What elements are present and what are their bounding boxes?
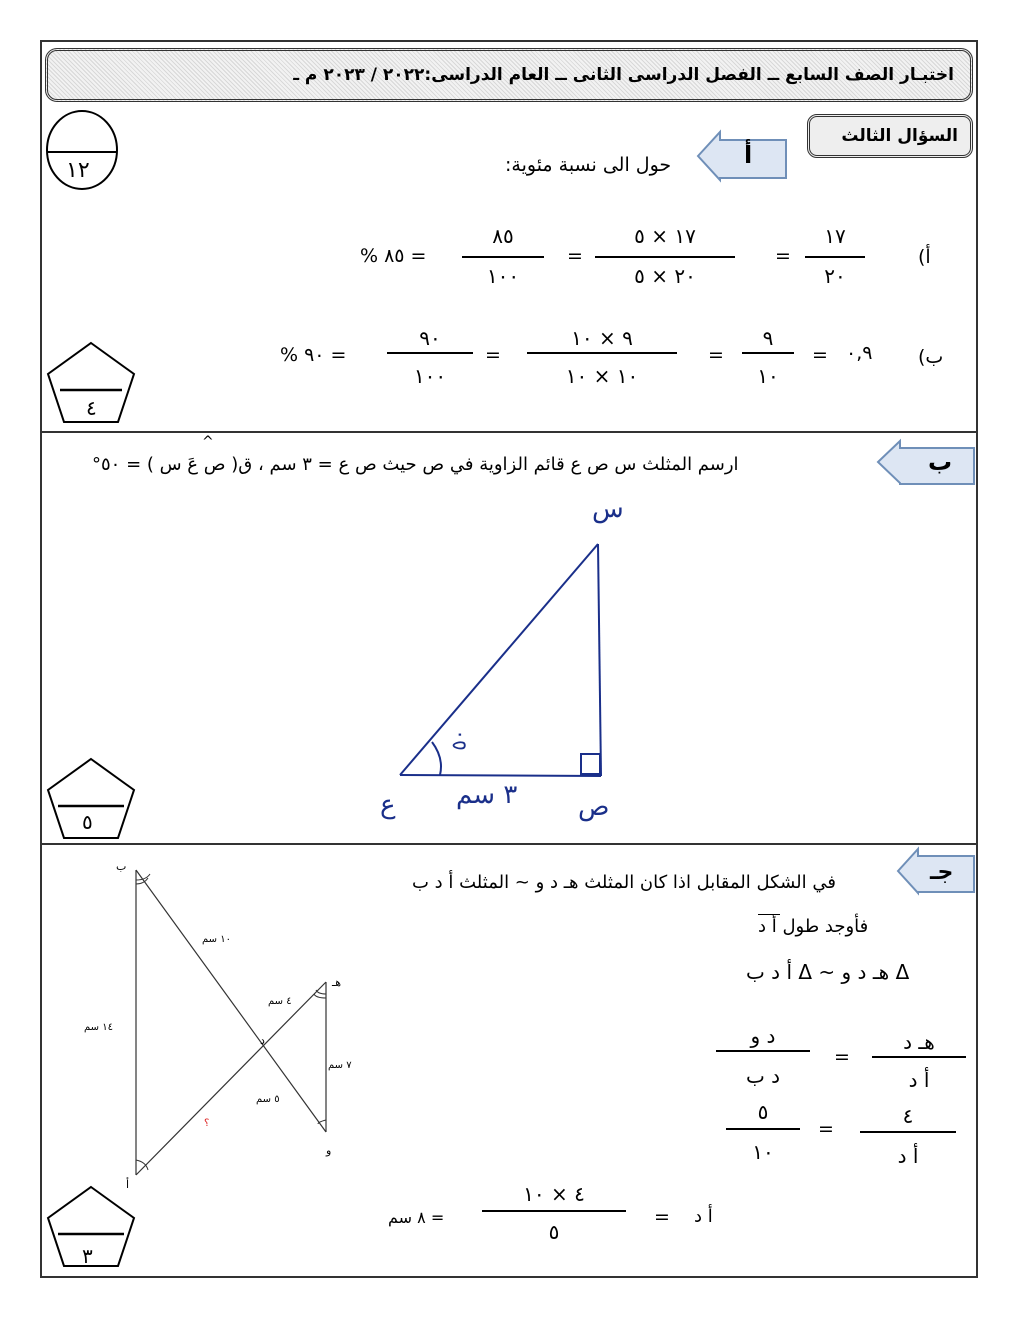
angle-hat: ^ — [202, 434, 214, 450]
row2-eq2: = — [485, 344, 501, 366]
row2-f3-den: ١٠٠ — [413, 364, 447, 388]
fig-label-h: هـ — [332, 976, 342, 989]
part-b-score: ٥ — [82, 810, 93, 834]
row1-f3-num: ٨٥ — [492, 224, 514, 248]
fig-label-d: د — [260, 1034, 265, 1047]
part-c-score: ٣ — [82, 1244, 93, 1268]
ratio2-left-den: ١٠ — [752, 1140, 774, 1164]
section-divider-2 — [40, 843, 978, 845]
row2-eq0: = — [812, 344, 828, 366]
part-b-arrow-icon — [876, 438, 976, 488]
ratio2-right-den: أ د — [897, 1144, 919, 1168]
row1-f2-num: ١٧ × ٥ — [634, 224, 696, 248]
ratio1-left-num: د و — [750, 1024, 776, 1048]
part-b-tag: ب — [928, 448, 953, 476]
row1-f2-den: ٢٠ × ٥ — [634, 264, 696, 288]
ratio1-right-num: هـ د — [903, 1030, 935, 1054]
row1-result: = ٨٥ % — [360, 245, 427, 267]
row2-f2-den: ١٠ × ١٠ — [565, 364, 639, 388]
row2-label: ب) — [918, 346, 944, 368]
segment-overline — [758, 914, 780, 915]
row1-f2-bar — [595, 256, 735, 258]
ratio1-eq: = — [834, 1046, 850, 1068]
final-den: ٥ — [548, 1220, 560, 1244]
base-length-label: ٣ سم — [456, 780, 518, 810]
part-c-tag: جـ — [930, 860, 954, 885]
fig-len-ab: ١٤ سم — [84, 1022, 113, 1033]
fig-label-a: أ — [126, 1178, 130, 1191]
row1-label: أ) — [918, 246, 931, 268]
exam-title: اختبـار الصف السابع ــ الفصل الدراسى الثانى ــ العام الدراسى:٢٠٢٢ / ٢٠٢٣ م ـ — [293, 65, 954, 85]
row1-f1-den: ٢٠ — [824, 264, 846, 288]
triangle-drawing — [380, 530, 630, 790]
ratio2-right-num: ٤ — [902, 1104, 914, 1128]
final-num: ٤ × ١٠ — [523, 1182, 585, 1206]
part-a-tag: أ — [744, 141, 753, 169]
ratio1-right-den: أ د — [908, 1068, 930, 1092]
row1-f3-bar — [462, 256, 544, 258]
row1-f1-num: ١٧ — [824, 224, 846, 248]
final-eq: = — [654, 1206, 670, 1228]
row2-f3-num: ٩٠ — [419, 326, 441, 350]
similar-triangles-figure — [126, 860, 336, 1180]
ratio2-eq: = — [818, 1118, 834, 1140]
fig-len-ad-unknown: ؟ — [204, 1118, 210, 1129]
total-score: ١٢ — [66, 158, 90, 183]
angle-label: ٥٠ — [446, 729, 471, 751]
part-a-score: ٤ — [86, 396, 97, 420]
row2-f1-den: ١٠ — [757, 364, 779, 388]
row2-f2-bar — [527, 352, 677, 354]
row1-f1-bar — [805, 256, 865, 258]
row2-f1-bar — [742, 352, 794, 354]
part-c-line2: فأوجد طول أ د — [758, 916, 869, 937]
vertex-right-label: ص — [578, 792, 610, 822]
ratio2-right-bar — [860, 1131, 956, 1133]
ratio2-left-bar — [726, 1128, 800, 1130]
question-title: السؤال الثالث — [841, 126, 958, 146]
ratio1-right-bar — [872, 1056, 966, 1058]
fig-label-b: ب — [116, 860, 127, 873]
vertex-top-label: س — [592, 494, 624, 524]
fig-len-hw: ٧ سم — [328, 1060, 352, 1071]
exam-header — [45, 48, 973, 102]
part-a-arrow-icon — [696, 128, 788, 184]
ratio2-left-num: ٥ — [757, 1100, 769, 1124]
ratio1-left-den: د ب — [745, 1064, 781, 1088]
fig-len-bd: ١٠ سم — [202, 934, 231, 945]
row1-f3-den: ١٠٠ — [486, 264, 520, 288]
question-title-box — [807, 114, 973, 158]
row2-result: = ٩٠ % — [280, 344, 347, 366]
fig-len-dw: ٥ سم — [256, 1094, 280, 1105]
row2-start: ٠,٩ — [846, 342, 873, 364]
fig-len-dh: ٤ سم — [268, 996, 292, 1007]
part-a-instruction: حول الى نسبة مئوية: — [505, 154, 672, 176]
fig-label-w: و — [326, 1144, 332, 1157]
part-c-line3: Δ هـ د و ~ Δ أ د ب — [746, 960, 910, 984]
final-bar — [482, 1210, 626, 1212]
row2-eq1: = — [708, 344, 724, 366]
section-divider-1 — [40, 431, 978, 433]
vertex-left-label: ع — [380, 790, 396, 820]
part-c-line1: في الشكل المقابل اذا كان المثلث هـ د و ~ المثلث أ د ب — [412, 872, 836, 893]
ratio1-left-bar — [716, 1050, 810, 1052]
row2-f3-bar — [387, 352, 473, 354]
row2-f2-num: ٩ × ١٠ — [571, 326, 633, 350]
row1-eq1: = — [775, 245, 791, 267]
part-b-instruction: ارسم المثلث س ص ع قائم الزاوية في ص حيث ص ع = ٣ سم ، ق( ص عَ س ) = ٥٠° — [92, 454, 739, 475]
row1-eq2: = — [567, 245, 583, 267]
final-lhs: أ د — [694, 1206, 713, 1227]
row2-f1-num: ٩ — [762, 326, 774, 350]
final-result: = ٨ سم — [388, 1208, 445, 1227]
